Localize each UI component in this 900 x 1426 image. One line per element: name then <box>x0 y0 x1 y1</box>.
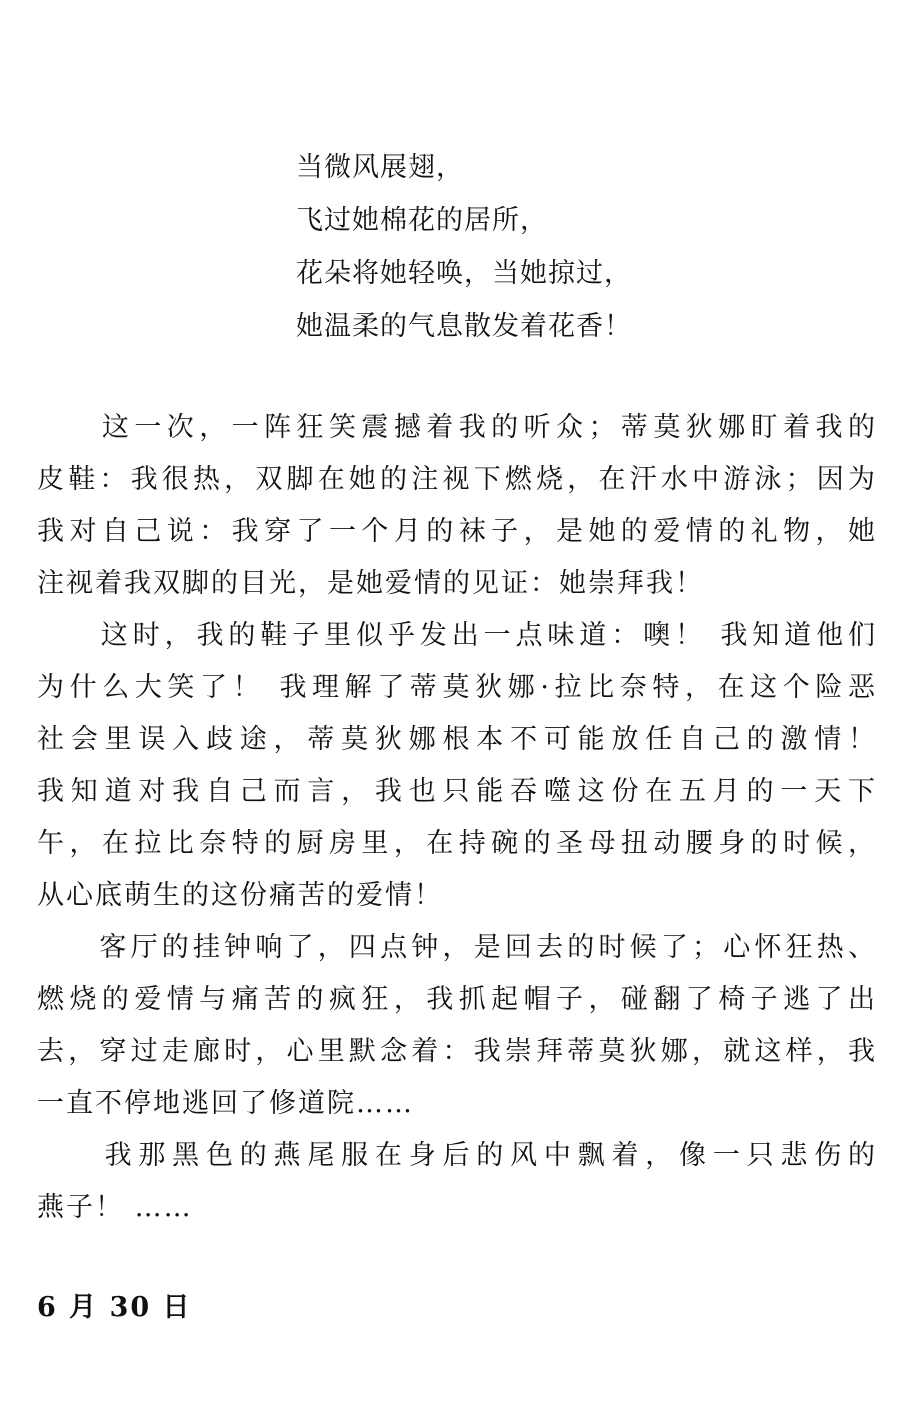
text-line: 社会里误入歧途，蒂莫狄娜根本不可能放任自己的激情！ <box>37 724 877 755</box>
text-line: 这时，我的鞋子里似乎发出一点味道：噢！ 我知道他们 <box>37 620 877 651</box>
text-line: 一直不停地逃回了修道院…… <box>37 1088 414 1119</box>
text-line: 我那黑色的燕尾服在身后的风中飘着，像一只悲伤的 <box>37 1140 877 1171</box>
poem-line: 她温柔的气息散发着花香！ <box>296 311 632 342</box>
poem-line: 飞过她棉花的居所， <box>296 205 548 236</box>
paragraph-3 <box>37 922 877 1130</box>
text-line: 去，穿过走廊时，心里默念着：我崇拜蒂莫狄娜，就这样，我 <box>37 1036 877 1067</box>
text-line: 燕子！ …… <box>37 1192 193 1223</box>
text-line: 皮鞋：我很热，双脚在她的注视下燃烧，在汗水中游泳；因为 <box>37 464 877 495</box>
paragraph-2 <box>37 610 877 922</box>
paragraph-1 <box>37 402 877 610</box>
poem-line: 花朵将她轻唤，当她掠过， <box>296 258 632 289</box>
text-line: 这一次，一阵狂笑震撼着我的听众；蒂莫狄娜盯着我的 <box>37 412 877 443</box>
paragraph-4 <box>37 1130 877 1234</box>
text-line: 燃烧的爱情与痛苦的疯狂，我抓起帽子，碰翻了椅子逃了出 <box>37 984 877 1015</box>
poem-line: 当微风展翅， <box>296 152 464 183</box>
text-line: 我对自己说：我穿了一个月的袜子，是她的爱情的礼物，她 <box>37 516 877 547</box>
text-line: 从心底萌生的这份痛苦的爱情！ <box>37 880 443 911</box>
text-line: 注视着我双脚的目光，是她爱情的见证：她崇拜我！ <box>37 568 704 599</box>
text-line: 我知道对我自己而言，我也只能吞噬这份在五月的一天下 <box>37 776 877 807</box>
text-line: 为什么大笑了！ 我理解了蒂莫狄娜·拉比奈特，在这个险恶 <box>37 672 877 703</box>
text-line: 午，在拉比奈特的厨房里，在持碗的圣母扭动腰身的时候， <box>37 828 877 859</box>
prose-body <box>37 402 877 1234</box>
text-line: 客厅的挂钟响了，四点钟，是回去的时候了；心怀狂热、 <box>37 932 877 963</box>
entry-date: 6 月 30 日 <box>37 1292 192 1323</box>
poem-stanza <box>296 141 856 353</box>
